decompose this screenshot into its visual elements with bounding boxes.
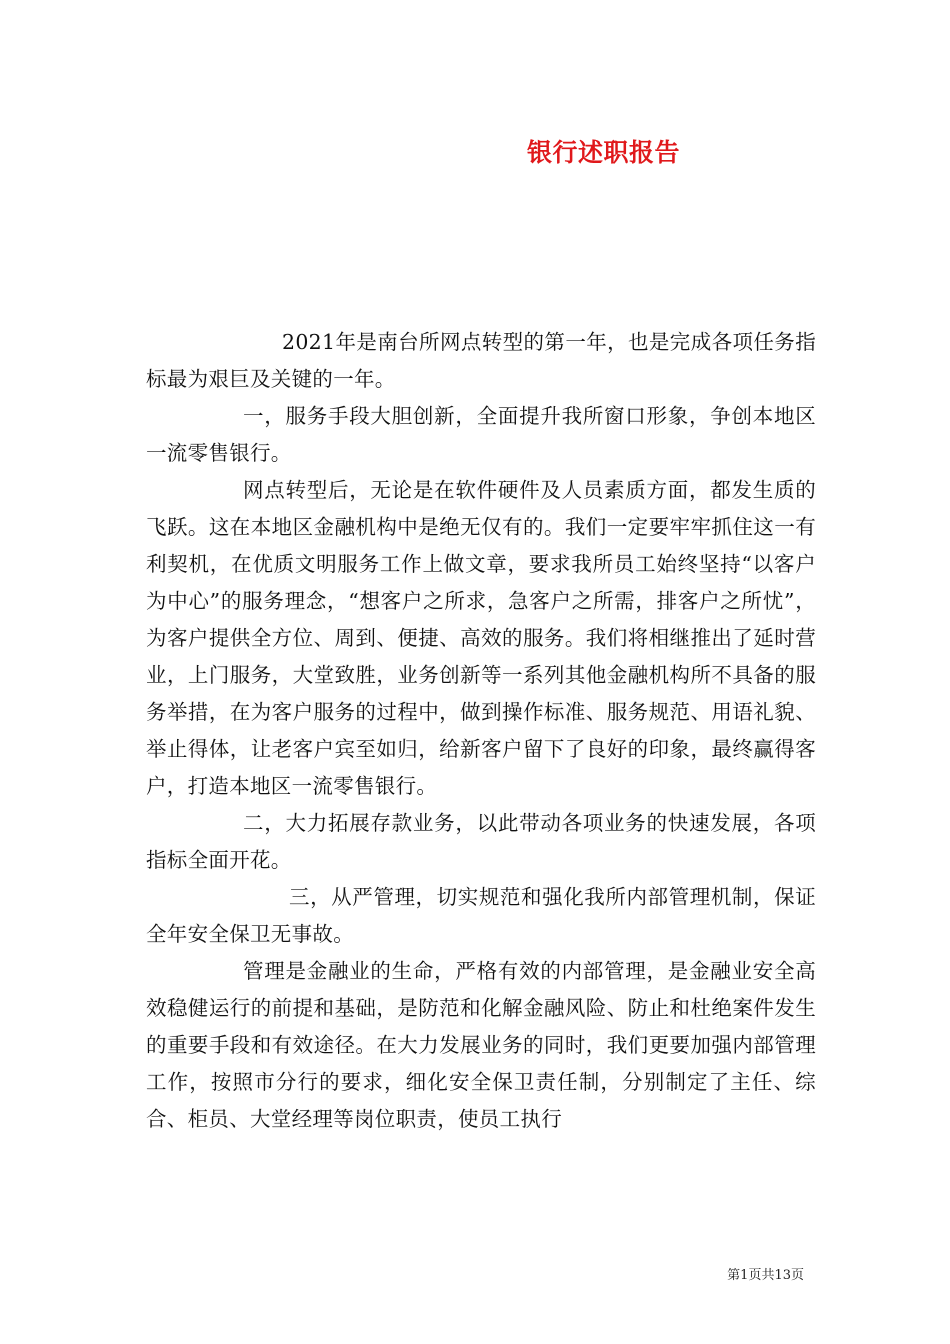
document-body [146,324,816,1138]
paragraph-section-one-body: 网点转型后，无论是在软件硬件及人员素质方面，都发生质的飞跃。这在本地区金融机构中是绝无仅有的。我们一定要牢牢抓住这一有利契机，在优质文明服务工作上做文章，要求我所员工始终坚持“以客户为中心”的服务理念，“想客户之所求，急客户之所需，排客户之所忧”，为客户提供全方位、周到、便捷、高效的服务。我们将相继推出了延时营业，上门服务，大堂致胜，业务创新等一系列其他金融机构所不具备的服务举措，在为客户服务的过程中，做到操作标准、服务规范、用语礼貌、举止得体，让老客户宾至如归，给新客户留下了良好的印象，最终赢得客户，打造本地区一流零售银行。 [146,478,816,798]
document-title: 银行述职报告 [527,138,681,167]
paragraph-intro: 2021年是南台所网点转型的第一年，也是完成各项任务指标最为艰巨及关键的一年。 [146,330,816,391]
paragraph-section-three-heading: 三，从严管理，切实规范和强化我所内部管理机制，保证全年安全保卫无事故。 [146,885,816,946]
paragraph-section-two-heading: 二，大力拓展存款业务，以此带动各项业务的快速发展，各项指标全面开花。 [146,811,816,872]
paragraph-section-one-heading: 一，服务手段大胆创新，全面提升我所窗口形象，争创本地区一流零售银行。 [146,404,816,465]
page-number: 第1页共13页 [727,1268,804,1283]
paragraph-section-three-body: 管理是金融业的生命，严格有效的内部管理，是金融业安全高效稳健运行的前提和基础，是防范和化解金融风险、防止和杜绝案件发生的重要手段和有效途径。在大力发展业务的同时，我们更要加强内部管理工作，按照市分行的要求，细化安全保卫责任制，分别制定了主任、综合、柜员、大堂经理等岗位职责，使员工执行 [146,959,816,1131]
